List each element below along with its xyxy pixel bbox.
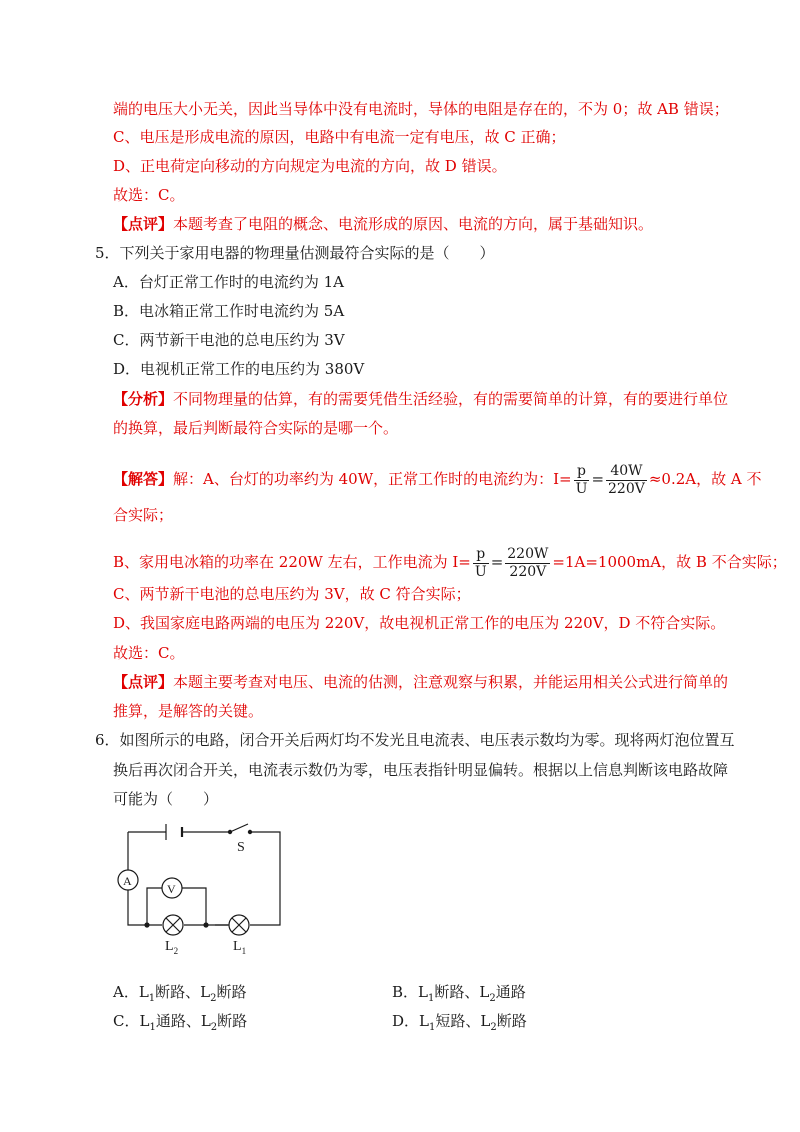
formula-p-over-u (574, 463, 590, 498)
frac-denominator: U (474, 563, 487, 580)
switch-blade (230, 824, 248, 832)
frac-denominator: U (575, 480, 588, 497)
frac-denominator: 220V (509, 563, 547, 580)
circuit-wires-top-right (128, 832, 280, 925)
prev-choose-line: 故选：C。 (113, 186, 185, 204)
prev-comment-line (113, 214, 653, 234)
junction-dot (145, 923, 149, 927)
prev-answer-line-d: D、正电荷定向移动的方向规定为电流的方向，故 D 错误。 (113, 157, 507, 175)
q6-stem-line-3: 可能为（ ） (113, 790, 219, 808)
formula-40w-over-220v (606, 463, 647, 498)
answer-b-post: =1A=1000mA，故 B 不合实际； (552, 553, 787, 571)
comment-text-1: 本题主要考查对电压、电流的估测，注意观察与积累，并能运用相关公式进行简单的 (173, 673, 729, 691)
q5-choose-line: 故选：C。 (113, 644, 185, 662)
frac-numerator: p (574, 463, 590, 481)
frac-numerator: 220W (507, 545, 549, 562)
prev-answer-line-1: 端的电压大小无关，因此当导体中没有电流时，导体的电阻是存在的，不为 0；故 AB 错误； (113, 100, 729, 118)
analysis-tag: 【分析】 (113, 390, 174, 408)
voltmeter-label: V (167, 882, 176, 896)
lamp-l1-label: $L_1$ (233, 939, 247, 956)
comment-tag: 【点评】 (113, 215, 174, 233)
q5-answer-line-c: C、两节新干电池的总电压约为 3V，故 C 符合实际； (113, 585, 471, 603)
formula-220w-over-220v (505, 546, 550, 581)
answer-tag: 【解答】 (113, 470, 174, 488)
comment-text: 本题考查了电阻的概念、电流形成的原因、电流的方向，属于基础知识。 (173, 215, 654, 233)
q6-option-d: D．$L_1$短路、$L_2$断路 (392, 1012, 527, 1033)
q5-option-c: C．两节新干电池的总电压约为 3V (113, 331, 345, 349)
q5-analysis-line-2: 的换算，最后判断最符合实际的是哪一个。 (113, 419, 399, 437)
formula-p-over-u (473, 546, 489, 581)
frac-numerator: p (473, 546, 489, 564)
frac-numerator: 40W (606, 463, 647, 481)
analysis-text-1: 不同物理量的估算，有的需要凭借生活经验，有的需要简单的计算，有的要进行单位 (173, 390, 729, 408)
q5-answer-line-b (113, 544, 787, 581)
switch-label: S (237, 840, 245, 855)
q5-stem: 5．下列关于家用电器的物理量估测最符合实际的是（ ） (95, 244, 495, 262)
q5-analysis-line-1 (113, 389, 728, 409)
q5-comment-line-1 (113, 672, 728, 692)
answer-b-pre: B、家用电冰箱的功率在 220W 左右，工作电流为 I= (113, 553, 471, 571)
q6-stem-line-2: 换后再次闭合开关，电流表示数仍为零，电压表指针明显偏转。根据以上信息判断该电路故障 (113, 761, 729, 779)
circuit-wires-left-bottom (128, 832, 205, 925)
q5-answer-line-a (113, 461, 761, 498)
equals-sign: = (490, 553, 504, 571)
q6-option-c: C．$L_1$通路、$L_2$断路 (113, 1012, 248, 1033)
equals-sign: = (591, 470, 605, 488)
q6-stem-line-1: 6．如图所示的电路，闭合开关后两灯均不发光且电流表、电压表示数均为零。现将两灯泡位置互 (95, 731, 735, 749)
answer-a-pre: 解：A、台灯的功率约为 40W，正常工作时的电流约为：I= (173, 470, 572, 488)
q5-answer-a-cont: 合实际； (113, 506, 174, 524)
frac-denominator: 220V (608, 480, 645, 497)
switch-contact (248, 830, 251, 833)
q5-option-b: B．电冰箱正常工作时电流约为 5A (113, 302, 345, 320)
circuit-diagram (110, 822, 300, 962)
comment-tag: 【点评】 (113, 673, 174, 691)
q6-option-a: A．$L_1$断路、$L_2$断路 (113, 983, 247, 1004)
q5-option-a: A．台灯正常工作时的电流约为 1A (113, 273, 344, 291)
lamp-l2-label: $L_2$ (165, 939, 179, 956)
answer-a-post: ≈0.2A，故 A 不 (648, 470, 762, 488)
q5-comment-line-2: 推算，是解答的关键。 (113, 702, 264, 720)
q6-option-b: B．$L_1$断路、$L_2$通路 (392, 983, 526, 1004)
ammeter-label: A (123, 874, 132, 888)
q5-answer-line-d: D、我国家庭电路两端的电压为 220V，故电视机正常工作的电压为 220V，D 不符合实际。 (113, 614, 726, 632)
q5-option-d: D．电视机正常工作的电压约为 380V (113, 360, 365, 378)
prev-answer-line-c: C、电压是形成电流的原因，电路中有电流一定有电压，故 C 正确； (113, 128, 566, 146)
